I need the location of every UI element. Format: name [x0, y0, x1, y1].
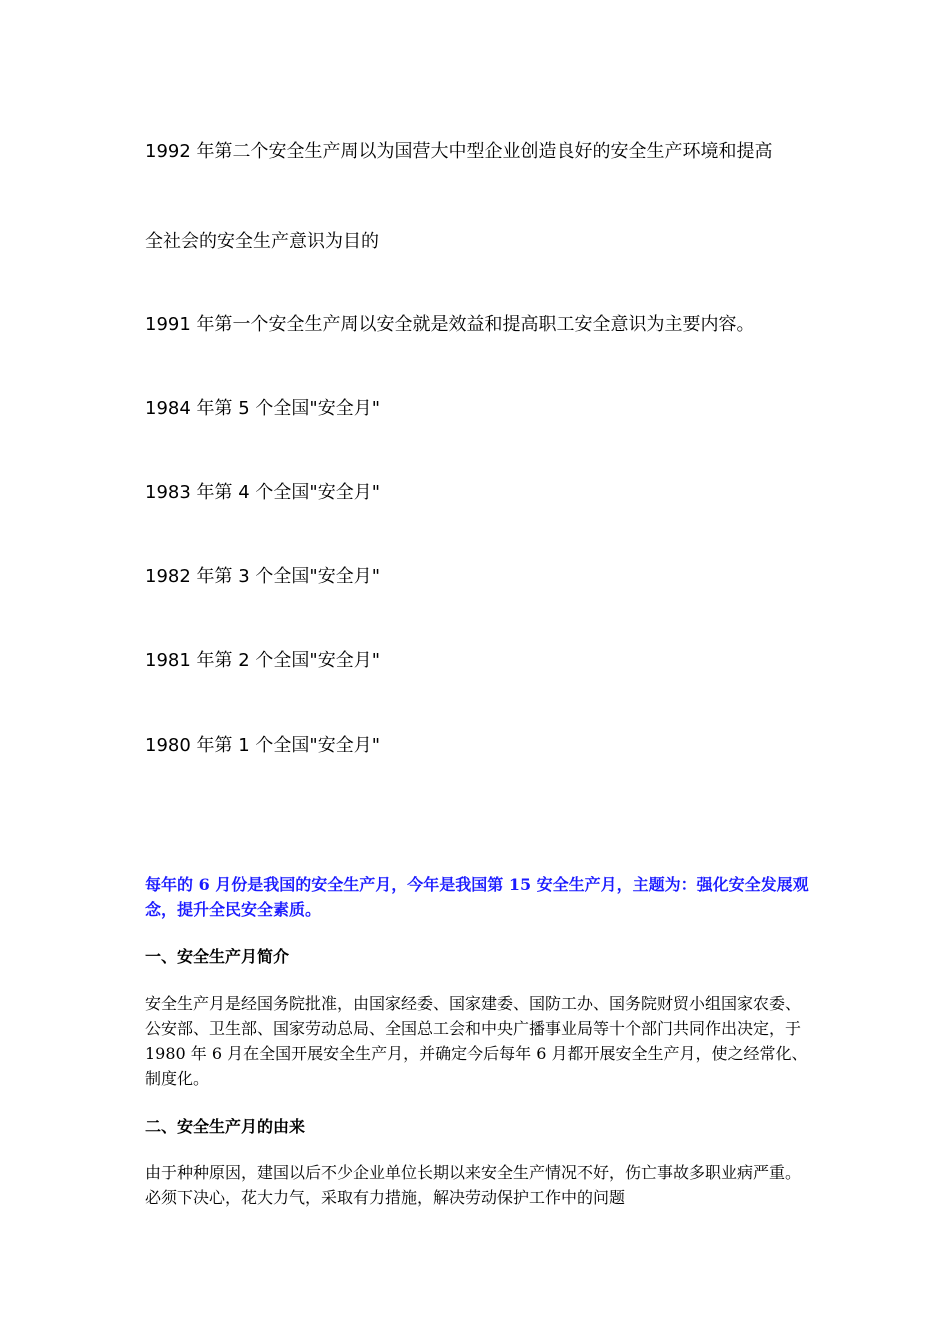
history-line-1981: 1981 年第 2 个全国"安全月" — [145, 650, 380, 671]
history-line-1992-part2: 全社会的安全生产意识为目的 — [145, 231, 379, 252]
intro-highlight-paragraph: 每年的 6 月份是我国的安全生产月，今年是我国第 15 安全生产月，主题为：强化安全发展观念，提升全民安全素质。 — [145, 875, 809, 919]
section2-heading: 二、安全生产月的由来 — [145, 1117, 306, 1136]
history-line-1983: 1983 年第 4 个全国"安全月" — [145, 482, 380, 503]
history-line-1992-part1: 1992 年第二个安全生产周以为国营大中型企业创造良好的安全生产环境和提高 — [145, 141, 773, 162]
section1-heading: 一、安全生产月简介 — [145, 947, 290, 966]
history-line-1984: 1984 年第 5 个全国"安全月" — [145, 398, 380, 419]
history-line-1980: 1980 年第 1 个全国"安全月" — [145, 735, 380, 756]
section1-body: 安全生产月是经国务院批准，由国家经委、国家建委、国防工办、国务院财贸小组国家农委、公安部、卫生部、国家劳动总局、全国总工会和中央广播事业局等十个部门共同作出决定，于 1980 年 6 月在全国开展安全生产月，并确定今后每年 6 月都开展安全生产月，使之经常化、制度化。 — [145, 994, 808, 1088]
history-line-1982: 1982 年第 3 个全国"安全月" — [145, 566, 380, 587]
history-line-1991: 1991 年第一个安全生产周以安全就是效益和提高职工安全意识为主要内容。 — [145, 314, 755, 335]
section2-body: 由于种种原因，建国以后不少企业单位长期以来安全生产情况不好，伤亡事故多职业病严重。必须下决心，花大力气，采取有力措施，解决劳动保护工作中的问题 — [145, 1163, 802, 1207]
